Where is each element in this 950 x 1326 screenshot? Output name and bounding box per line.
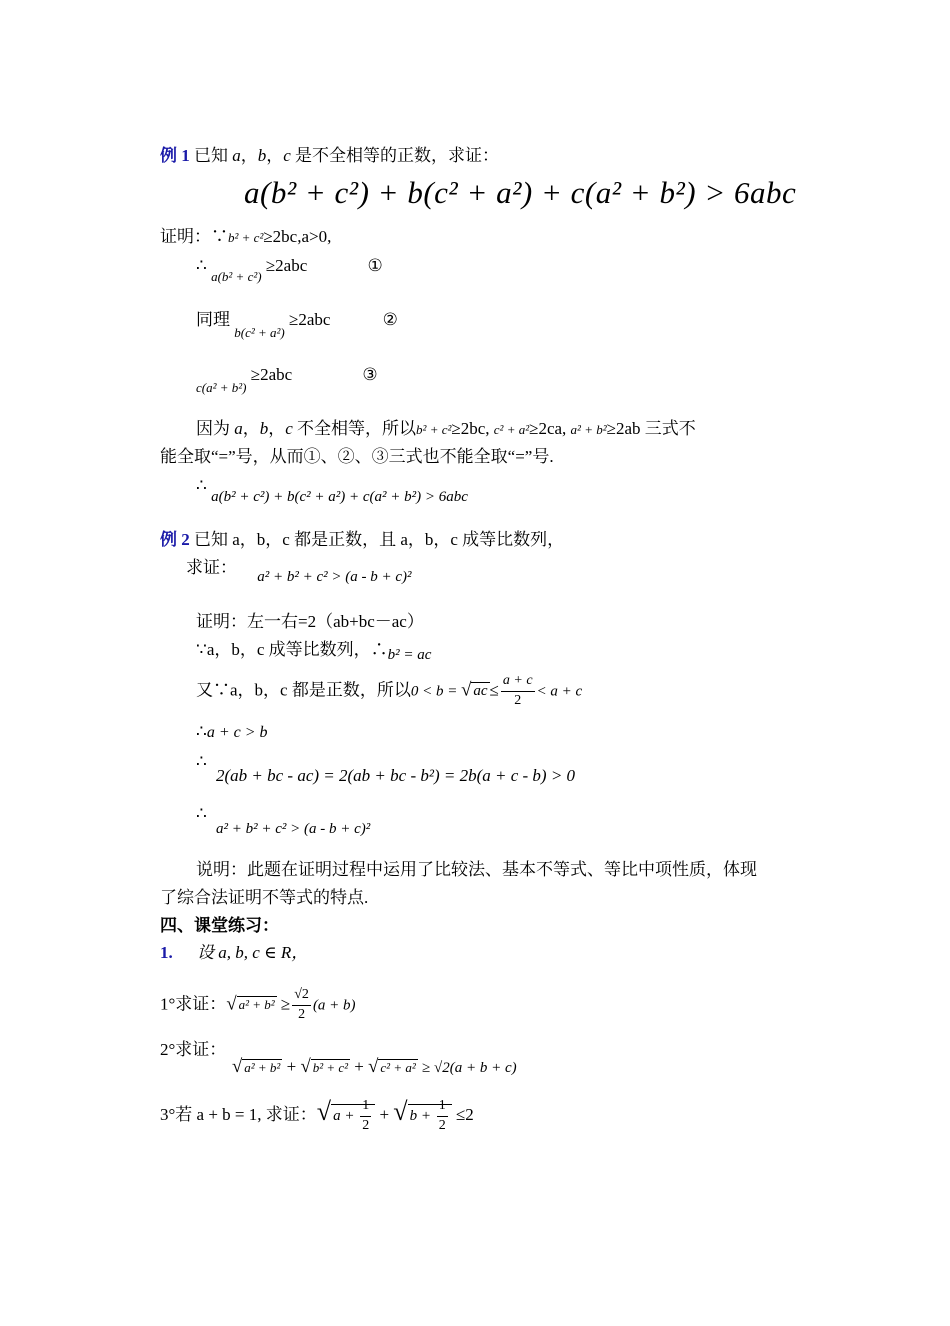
exercise1-part3: 3°若 a + b = 1, 求证：√ a + $\frac{1}{2}$ + √ b + $\frac{1}{2}$ ≤2 [160,1097,474,1133]
example2-proof-line4: ∴a + c > b [196,722,268,741]
exercise1-part1: 1°求证：√ a² + b² ≥ $\frac{√2}{2}$ (a + b) [160,987,356,1022]
example1-main-inequality: a(b² + c²) + b(c² + a²) + c(a² + b²) > 6abc [244,175,797,210]
example1-conclusion: ∴ a(b² + c²) + b(c² + a²) + c(a² + b²) > 6abc [196,476,468,505]
example2-proof-line2: ∵a，b，c 成等比数列，∴b² = ac [196,640,432,663]
exercise1-number: 1. [160,943,173,962]
example2-note: 说明：此题在证明过程中运用了比较法、基本不等式、等比中项性质，体现 [196,860,757,879]
example2-proof-line3: 又∵a，b，c 都是正数，所以0 < b = √ ac ≤ $\frac{a + c}{2}$ < a + c [196,673,583,708]
example1-step3: $_{c(a^2 + b^2)}$ ≥2abc ③ [196,365,378,395]
example1-reason: 因为 a，b，c 不全相等，所以b² + c²≥2bc, c² + a²≥2ca, a² + b²≥2ab 三式不 [196,419,696,438]
example2-label: 例 2 [160,530,190,549]
example1-label: 例 1 [160,146,190,165]
example2-proof-line1: 证明：左一右=2（ab+bc－ac） [196,612,424,631]
example2-goal: 求证： a² + b² + c² > (a - b + c)² [186,558,412,585]
exercise1-part2: 2°求证： √ a² + b² + √ b² + c² + √ c² + a² ≥ √2(a + b + c) [160,1040,517,1078]
example2-statement: 例 2 已知 a，b，c 都是正数，且 a，b，c 成等比数列， [160,530,565,549]
example2-proof-line5: ∴ 2(ab + bc - ac) = 2(ab + bc - b²) = 2b(a + c - b) > 0 [196,752,576,786]
example1-step1: ∴ $_{a(b^2 + c^2)}$ ≥2abc ① [196,256,383,284]
example2-note-cont: 了综合法证明不等式的特点. [160,888,369,907]
example1-step2: 同理 $_{b(c^2 + a^2)}$ ≥2abc ② [196,310,398,340]
section-heading: 四、课堂练习： [160,916,279,935]
exercise1-given: 1. 设 a, b, c ∈ R， [160,943,309,962]
example1-statement: 例 1 已知 a，b，c 是不全相等的正数，求证： [160,146,500,165]
example1-proof-line: 证明：∵b² + c²≥2bc,a>0, [160,227,332,246]
example1-reason-cont: 能全取“=”号，从而①、②、③三式也不能全取“=”号. [160,447,554,466]
example2-conclusion: ∴ a² + b² + c² > (a - b + c)² [196,804,371,838]
